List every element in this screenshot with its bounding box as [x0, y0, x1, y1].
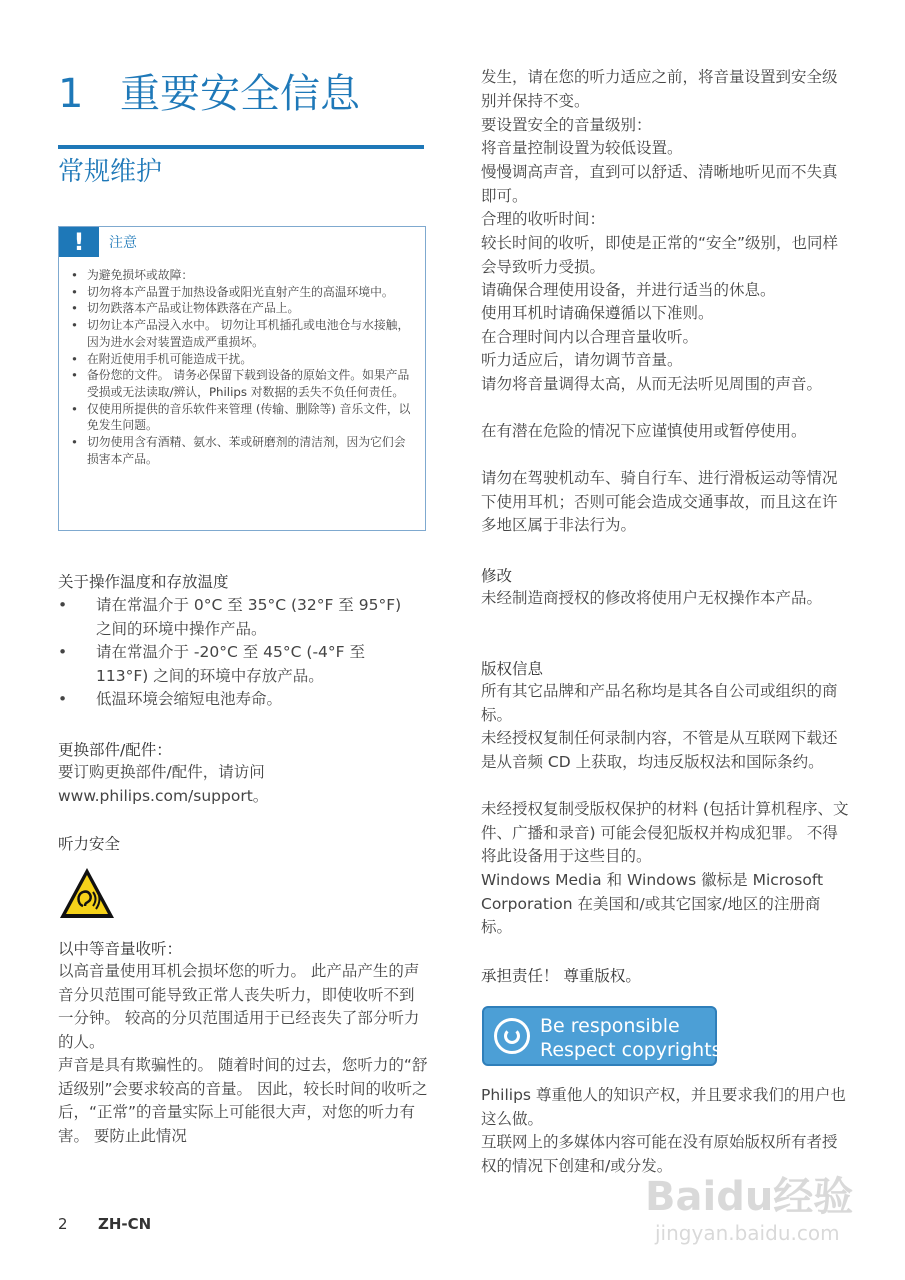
caution-item: • 切勿将本产品置于加热设备或阳光直射产生的高温环境中。 — [87, 284, 413, 301]
temperature-item: • 低温环境会缩短电池寿命。 — [58, 688, 408, 712]
hearing-subheading: 以中等音量收听： — [58, 940, 183, 958]
responsibility-text-1: Philips 尊重他人的知识产权，并且要求我们的用户也这么做。 — [481, 1086, 846, 1128]
right-text-5: 合理的收听时间： — [481, 210, 606, 228]
chapter-title — [58, 62, 360, 119]
right-text-12: 在有潜在危险的情况下应谨慎使用或暂停使用。 — [481, 422, 807, 440]
caution-item: • 为避免损坏或故障： — [87, 267, 413, 284]
caution-item: • 在附近使用手机可能造成干扰。 — [87, 351, 413, 368]
caution-item: • 备份您的文件。 请务必保留下载到设备的原始文件。如果产品受损或无法读取/辨认，Philips 对数据的丢失不负任何责任。 — [87, 367, 413, 400]
caution-box — [58, 226, 426, 531]
caution-list — [59, 267, 425, 467]
right-text-10: 听力适应后，请勿调节音量。 — [481, 351, 683, 369]
caution-item: • 仅使用所提供的音乐软件来管理 (传输、删除等) 音乐文件，以免发生问题。 — [87, 401, 413, 434]
right-text-8: 使用耳机时请确保遵循以下准则。 — [481, 304, 714, 322]
parts-heading: 更换部件/配件： — [58, 741, 172, 759]
responsibility-heading: 承担责任！ 尊重版权。 — [481, 967, 641, 985]
responsibility-text-2: 互联网上的多媒体内容可能在没有原始版权所有者授权的情况下创建和/或分发。 — [481, 1133, 838, 1175]
temperature-list — [58, 594, 408, 712]
right-text-11: 请勿将音量调得太高，从而无法听见周围的声音。 — [481, 375, 823, 393]
page-number: 2 — [58, 1215, 68, 1233]
right-text-7: 请确保合理使用设备，并进行适当的休息。 — [481, 281, 776, 299]
hearing-heading: 听力安全 — [58, 835, 121, 853]
badge-line-2: Respect copyrights — [540, 1039, 722, 1061]
copyright-text-1: 所有其它品牌和产品名称均是其各自公司或组织的商标。 — [481, 682, 838, 724]
right-text-6: 较长时间的收听，即使是正常的“安全”级别，也同样会导致听力受损。 — [481, 234, 839, 276]
hearing-text-2: 声音是具有欺骗性的。 随着时间的过去，您听力的“舒适级别”会要求较高的音量。 因此，较长时间的收听之后，“正常”的音量实际上可能很大声，对您的听力有害。 要防止此情况 — [58, 1056, 428, 1145]
exclamation-icon: ! — [59, 227, 99, 257]
power-ring-icon — [494, 1018, 530, 1054]
caution-header — [59, 227, 425, 257]
modify-text: 未经制造商授权的修改将使用户无权操作本产品。 — [481, 589, 823, 607]
hearing-warning-icon — [58, 866, 116, 920]
badge-line-1: Be responsible — [540, 1015, 680, 1037]
hearing-text-1: 以高音量使用耳机会损坏您的听力。 此产品产生的声音分贝范围可能导致正常人丧失听力，即使收听不到一分钟。 较高的分贝范围适用于已经丧失了部分听力的人。 — [58, 962, 420, 1051]
watermark-url: jingyan.baidu.com — [655, 1221, 840, 1245]
caution-item: • 切勿跌落本产品或让物体跌落在产品上。 — [87, 300, 413, 317]
modify-heading: 修改 — [481, 567, 513, 585]
caution-item: • 切勿让本产品浸入水中。 切勿让耳机插孔或电池仓与水接触，因为进水会对装置造成严重损坏。 — [87, 317, 413, 350]
watermark-logo: Baidu经验 — [645, 1174, 854, 1220]
chapter-number: 1 — [58, 71, 84, 117]
copyright-text-4: Windows Media 和 Windows 徽标是 Microsoft Corporation 在美国和/或其它国家/地区的注册商标。 — [481, 871, 824, 937]
caution-item: • 切勿使用含有酒精、氨水、苯或研磨剂的清洁剂，因为它们会损害本产品。 — [87, 434, 413, 467]
right-text-2: 要设置安全的音量级别： — [481, 116, 652, 134]
right-text-9: 在合理时间内以合理音量收听。 — [481, 328, 699, 346]
right-text-1: 发生，请在您的听力适应之前，将音量设置到安全级别并保持不变。 — [481, 68, 838, 110]
section-title: 常规维护 — [58, 157, 163, 187]
copyright-text-2: 未经授权复制任何录制内容，不管是从互联网下载还是从音频 CD 上获取，均违反版权法和国际条约。 — [481, 729, 838, 771]
respect-copyrights-badge — [482, 1006, 722, 1066]
parts-text: 要订购更换部件/配件，请访问 www.philips.com/support。 — [58, 763, 269, 805]
right-text-13: 请勿在驾驶机动车、骑自行车、进行滑板运动等情况下使用耳机；否则可能会造成交通事故，而且这在许多地区属于非法行为。 — [481, 469, 838, 535]
temperature-heading: 关于操作温度和存放温度 — [58, 573, 229, 591]
copyright-heading: 版权信息 — [481, 660, 544, 678]
baidu-watermark — [645, 1165, 855, 1265]
section-divider — [58, 145, 424, 149]
right-text-3: 将音量控制设置为较低设置。 — [481, 139, 683, 157]
temperature-item: • 请在常温介于 -20°C 至 45°C (-4°F 至 113°F) 之间的环境中存放产品。 — [58, 641, 408, 688]
caution-label: 注意 — [109, 235, 137, 251]
language-code: ZH-CN — [98, 1215, 152, 1233]
copyright-text-3: 未经授权复制受版权保护的材料 (包括计算机程序、文件、广播和录音) 可能会侵犯版权并构成犯罪。 不得将此设备用于这些目的。 — [481, 800, 849, 866]
chapter-title-text: 重要安全信息 — [120, 71, 360, 117]
right-text-4: 慢慢调高声音，直到可以舒适、清晰地听见而不失真即可。 — [481, 163, 838, 205]
temperature-item: • 请在常温介于 0°C 至 35°C (32°F 至 95°F) 之间的环境中操作产品。 — [58, 594, 408, 641]
